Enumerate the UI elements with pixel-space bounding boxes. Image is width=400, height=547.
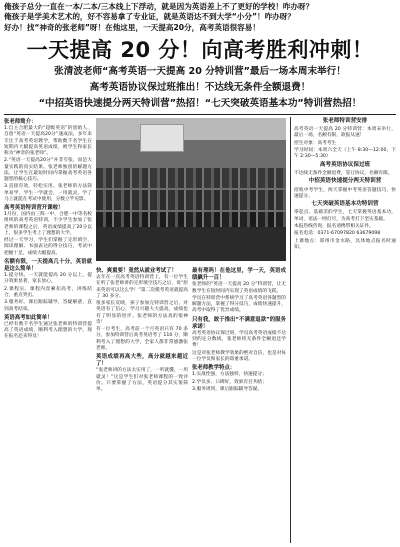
section-heading: 中招英语快速提分两天特训营 [308,178,382,185]
section-heading: 张老师特训营安排 [322,118,368,124]
section-heading: 七天突破英语基本功特训营 [311,201,379,208]
paragraph: 2.“英语一天提高20分”并非夸张，而是大量实践的真实结果。张老师独创的解题方法，让学生在最短时间内掌握高考英语各题型的核心技巧。 [4,158,92,183]
paragraph: 1月份，国内由三辉一中、合肥一中等名校组织的高考英语特训，不少学生参加了张老师的课程之后，英语成绩提高了20分以上，很多学生考上了理想的大学。 [4,212,92,236]
paragraph: 这是对张老师教学效果的绝对自信，也是对每一位学员和家长的郑重承诺。 [192,350,286,363]
section-heading: 名额有限，一天提高几十分，英语就是这么简单！ [4,258,92,273]
section-heading: 英语成绩再高大些，高分就越来越近了！ [96,354,188,368]
intro-block [4,2,396,33]
paragraph: 2.课程实。课程内容紧扣高考，讲练结合，重点突出。 [4,286,92,299]
subheadline: 高考英语协议保过班推出！不达线无条件全额退费！ [89,82,311,93]
section-heading: 高考英语协议保过班 [319,161,371,168]
divider [4,114,396,115]
paragraph: 3.服务周到，课后跟踪辅导答疑。 [192,387,263,393]
section-heading: 最有理吗！在他这里，学一天，英语成绩飙升一百！ [192,268,286,282]
paragraph: 报名电话：0371-67097820 63679098 [294,231,381,237]
column-divider [290,117,291,543]
photo-audience-row [96,168,286,188]
intro-line: 俺孩子是学美术艺术的，好不容易拿了专业证，就是英语达不到大学“小分”！咋办呀？ [4,12,295,22]
section-heading: 高考英语特训营开课啦！ [4,205,64,212]
paragraph: 上课地点：郑州市金水路，具体地点报名时通知。 [294,238,396,250]
paragraph: 学习时间：本周六全天（上午 8:30—12:00，下午 2:30—5:30） [294,148,396,160]
paragraph: 张老师的“英语一天提高 20 分”特训营，让无数学生在短时间内实现了英语成绩的飞跃。 [192,282,286,294]
main-headline: 一天提高 20 分！向高考胜利冲刺！ [26,38,374,62]
paragraph: 不达线无条件全额退费，签订协议，名额有限。 [294,170,393,176]
paragraph: 1.实战性强，方法独特，快速提分； [192,372,267,378]
paragraph: 本报热线咨询，报名请携带相关证件。 [294,223,374,229]
paragraph: 高考英语协议保过班，学员高考英语成绩不达到约定分数线，张老师将无条件全额退还学费！ [192,331,286,349]
paragraph: 经过一天学习，学生们掌握了完形填空、阅读理解、书面表达的得分技巧，考试中把握十足，成绩大幅提高。 [4,238,92,256]
section-heading: 张老师简介： [4,119,37,125]
photo-audience-row [96,190,286,210]
paragraph: 去年在一次高考英语特训营上，有一位学生在听了张老师讲的完形填空技巧之后，说“原来英语可以这么学！”第二次模考英语就提高了 30 多分。 [96,275,188,299]
section-heading: 英语高考如此简单！ [4,314,53,321]
section-heading: 张老师教学特点： [192,365,236,372]
subheadline: 张清波老师“高考英语一天提高 20 分特训营”最后一场本周末举行！ [54,66,346,77]
paragraph: “张老师讲的方法太实用了，一听就懂，一用就灵！”这是学生们对张老师课程的一致评价。只要掌握了方法，英语提分其实很简单。 [96,368,188,393]
paragraph: 招生对象：高考考生 [294,140,337,146]
paragraph: 1.提分快。一天就能提高 20 分以上，提分效果显著，家长放心。 [4,273,92,285]
paragraph: 很多家长反映，孩子参加完特训营之后，对英语有了信心，学习兴趣大大提高，成绩也有了明显的进步。张老师的方法真的很神奇！ [96,301,188,325]
paragraph: 已经有数千名学生通过张老师的特训营提高了英语成绩，顺利考入理想的大学。现在报名还来得及！ [4,322,92,340]
article-column-middle [96,266,188,543]
paragraph: 招收中考学生，两天掌握中考英语答题技巧，快速提分。 [294,187,396,199]
photo-ceiling [96,118,286,140]
paragraph: 3.直接有效，轻松实用。张老师的方法简单易学，学生一学就会，一用就灵，学了马上就能在考试中使用，分数立竿见影。 [4,184,92,202]
paragraph: 学员在特训营中系统学习了高考英语各题型的解题方法，掌握了得分技巧，成绩快速提升，高考中取得了优异成绩。 [192,296,286,314]
article-column-left [4,117,92,543]
section-heading: 快、爽重要！竟然从就业考试了！ [96,268,177,274]
photo-screen [140,124,184,152]
subheadline: “中招英语快速提分两天特训营”热招！“七天突破英语基本功”特训营热招！ [38,98,362,109]
intro-line: 俺孩子总分一直在一本/二本/三本线上下浮动，就是因为英语差上不了更好的学校！咋办呀？ [4,2,314,11]
paragraph: 2.学员多，口碑好，效果有目共睹； [192,379,267,385]
intro-line: 好办！找“神奇的张老师”呀！在他这里，一天提高20分，高考英语很容易！ [4,22,260,32]
classroom-photo [96,118,286,261]
paragraph: 高考英语一天提高 20 分特训营：本周末举行，最后一场，名额有限，欲报从速！ [294,127,396,139]
paragraph: 零起点、基础差的学生，七天掌握英语基本功，单词、语法一网打尽，为高考打下坚实基础。 [294,210,396,222]
paragraph: 1.自主合肥最大的“超级英语”的创始人，自创“英语一天提高20分”速成法，多年来专注于高考英语教学，帮助数千名学生在短期内大幅提高英语成绩，被学生和家长称为“神奇的张老师”。 [4,126,92,157]
paragraph: 有一位考生，高考前一个月英语只有 70 多分，参加特训营后高考英语考了 110 分，顺利考入了理想的大学，全家人都非常感激张老师。 [96,327,188,351]
article-column-right [294,117,396,543]
paragraph: 3.服务好。课后跟踪辅导，答疑解惑，直到高考结束。 [4,300,92,312]
article-column-center [192,266,286,543]
section-heading: 只有我，敢于推出“不满意退款”的服务承诺！ [192,316,286,330]
photo-foreground [96,227,286,261]
